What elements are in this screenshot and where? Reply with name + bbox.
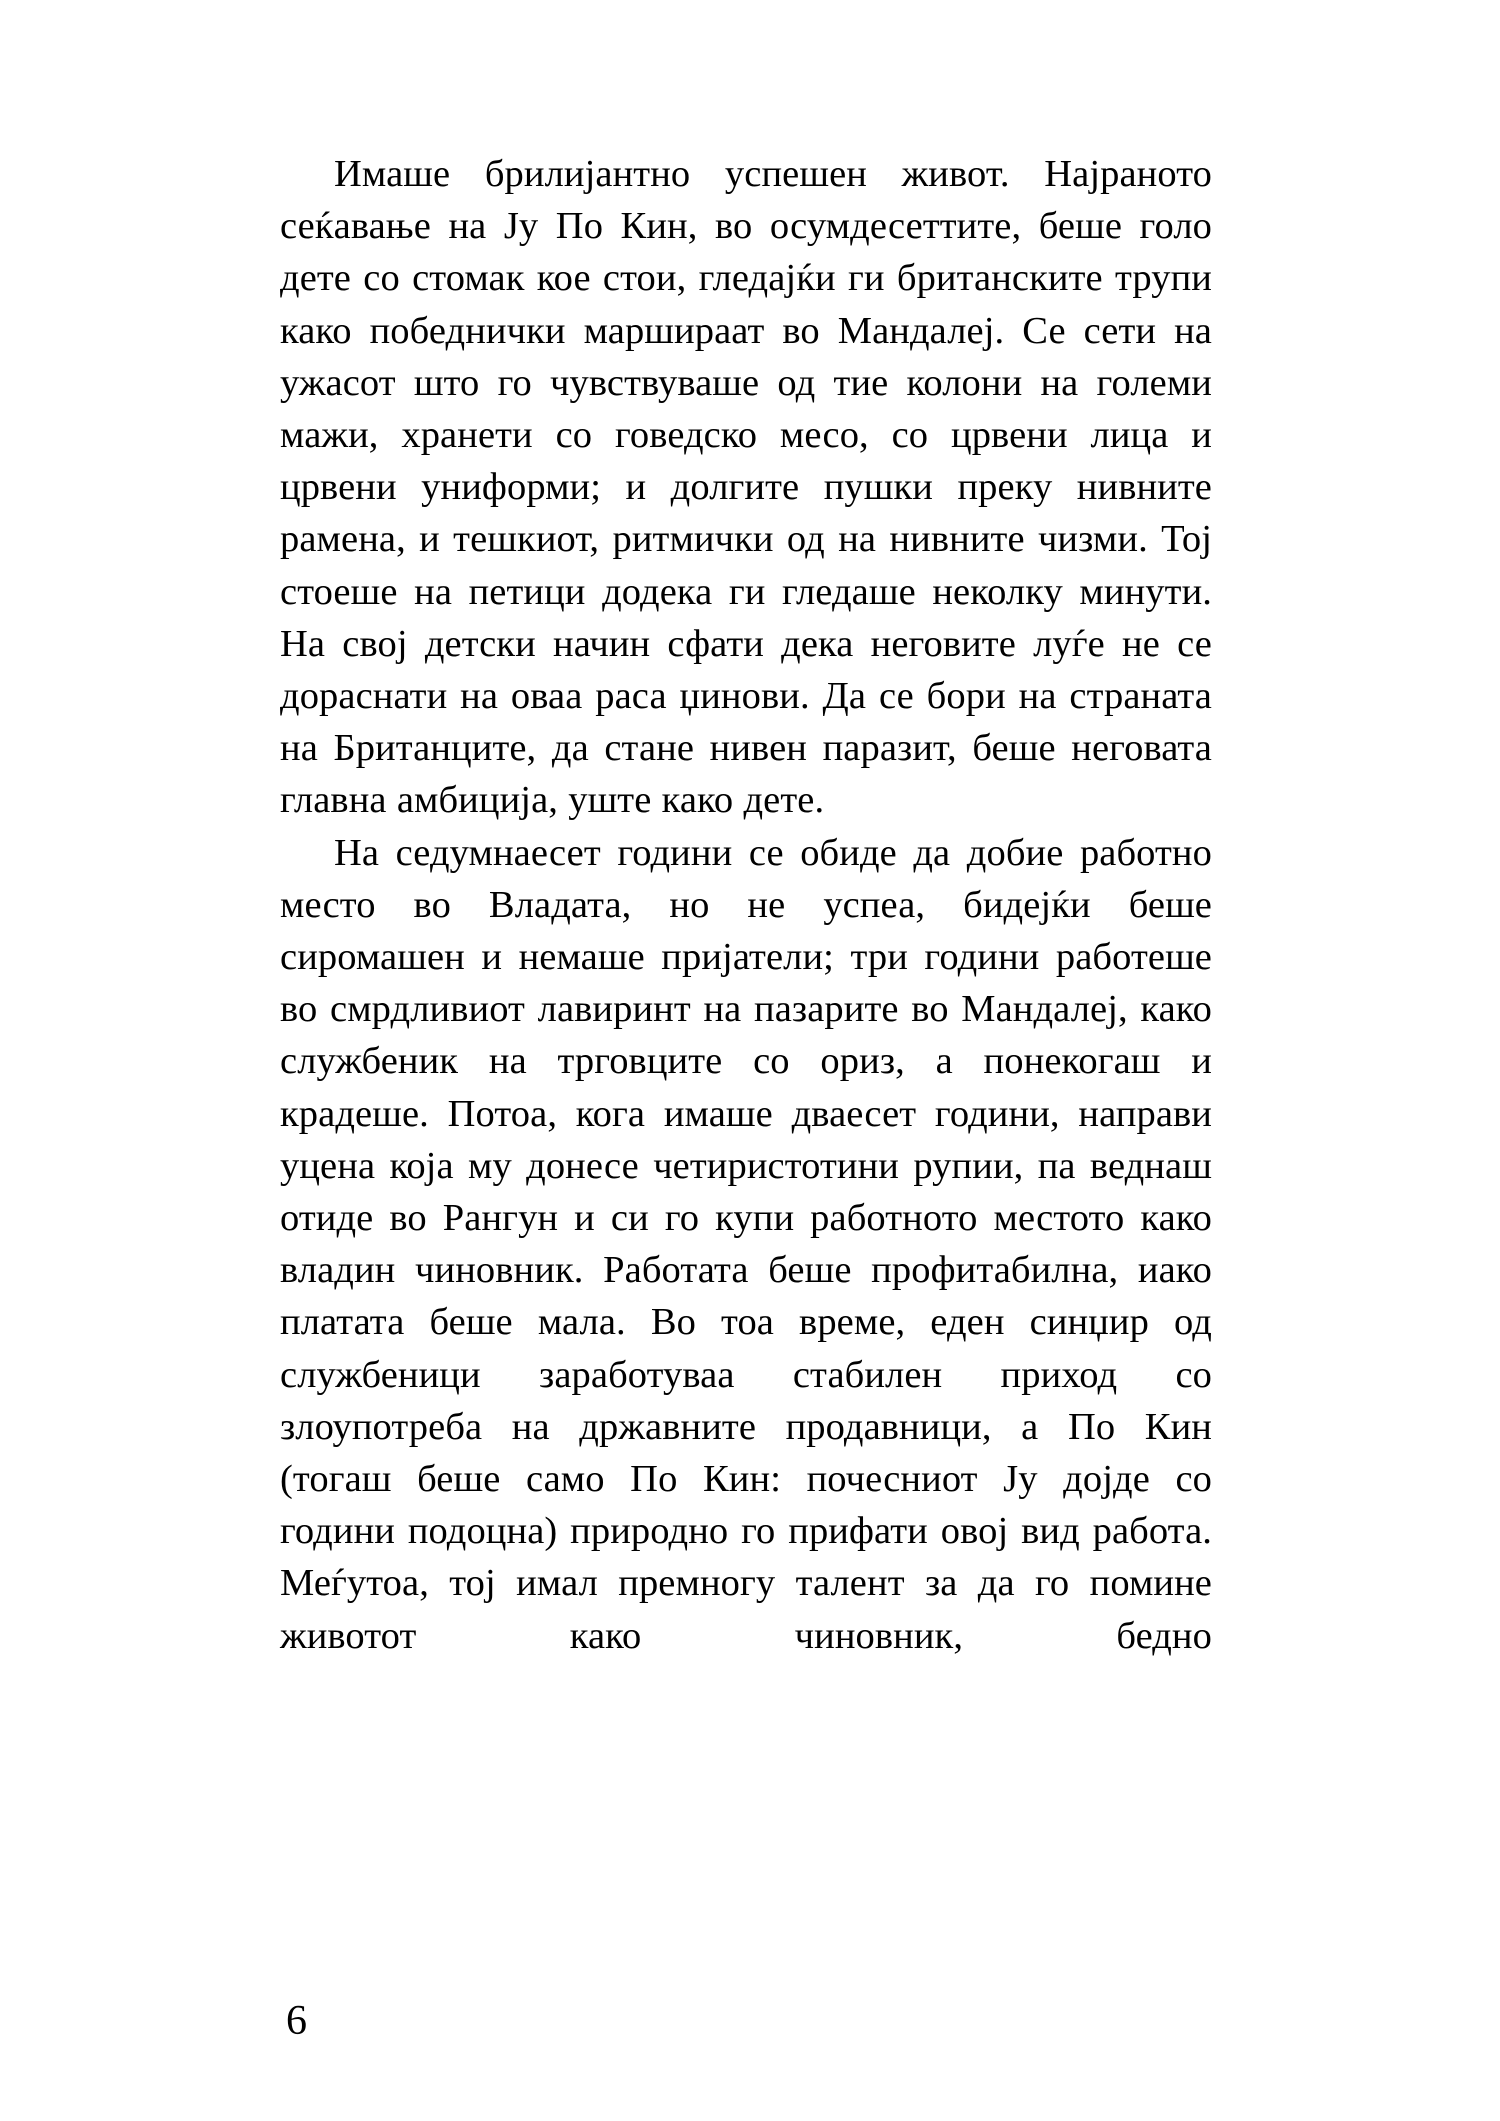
paragraph-2: На седумнаесет години се обиде да добие работно место во Владата, но не успеа, бидејќи беше сиромашен и немаше пријатели; три години работеше во смрдливиот лавиринт на пазарите во Мандалеј, како службеник на трговците со ориз, а понекогаш и крадеше. Потоа, кога имаше дваесет години, направи уцена која му донесе четиристотини рупии, па веднаш отиде во Рангун и си го купи работното местото како владин чиновник. Работата беше профитабилна, иако платата беше мала. Во тоа време, еден синџир од службеници заработуваа стабилен приход со злоупотреба на државните продавници, а По Кин (тогаш беше само По Кин: почесниот Ју дојде со години подоцна) природно го прифати овој вид работа. Меѓутоа, тој имал премногу талент за да го помине животот како чиновник, бедно [280,831,1212,1657]
body-text-block [280,148,1212,1662]
page-number: 6 [286,1998,307,2044]
paragraph-1: Имаше брилијантно успешен живот. Најраното сеќавање на Ју По Кин, во осумдесеттите, беше голо дете со стомак кое стои, гледајќи ги британските трупи како победнички маршираат во Мандалеј. Се сети на ужасот што го чувствуваше од тие колони на големи мажи, хранети со говедско месо, со црвени лица и црвени униформи; и долгите пушки преку нивните рамена, и тешкиот, ритмички од на нивните чизми. Тој стоеше на петици додека ги гледаше неколку минути. На свој детски начин сфати дека неговите луѓе не се дораснати на оваа раса џинови. Да се бори на страната на Британците, да стане нивен паразит, беше неговата главна амбиција, уште како дете. [280,153,1212,822]
